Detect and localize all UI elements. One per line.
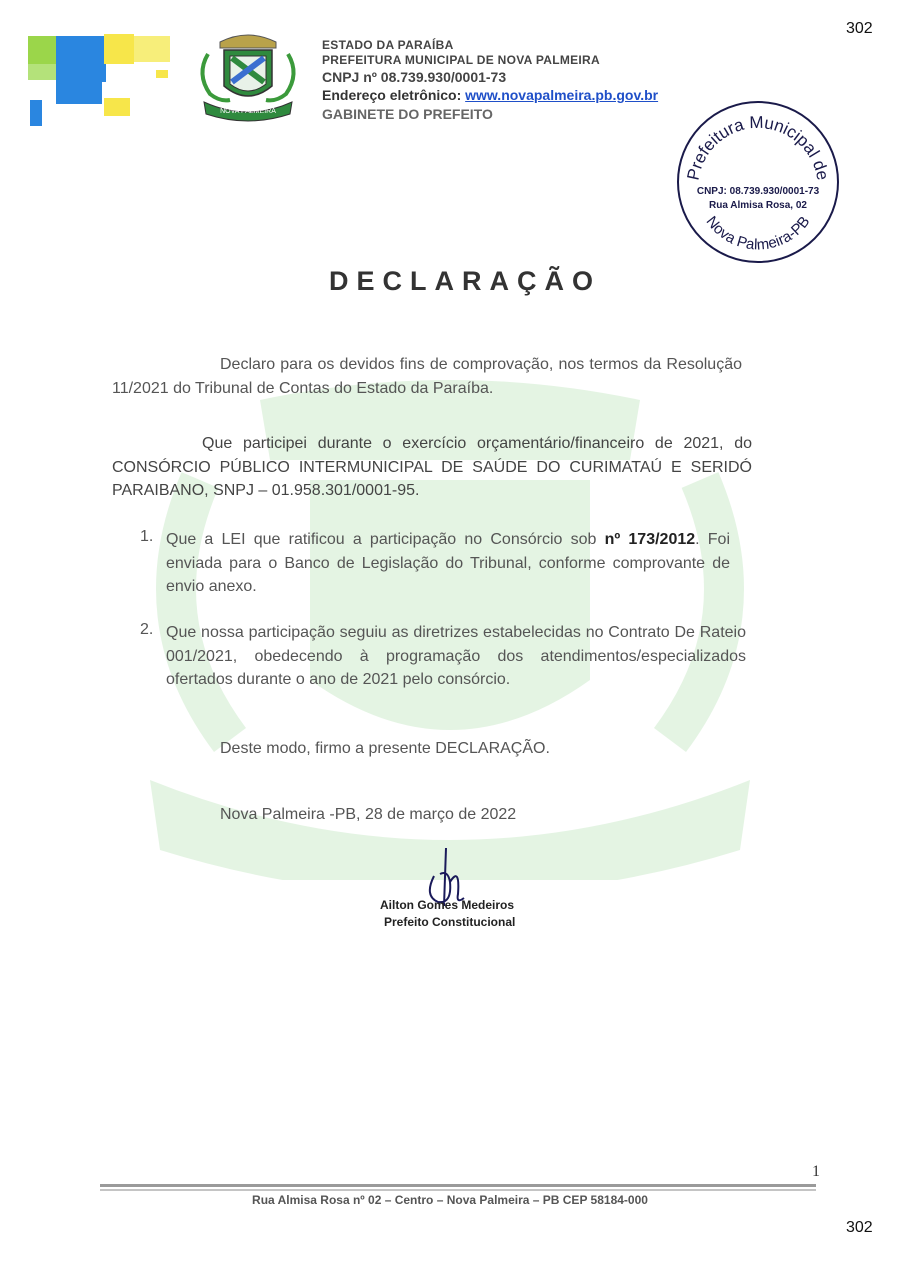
- paragraph-participation: Que participei durante o exercício orçamentário/financeiro de 2021, do CONSÓRCIO PÚBLICO INTERMUNICIPAL DE SAÚDE DO CURIMATAÚ E SERIDÓ PARAIBANO, SNPJ – 01.958.301/0001-95.: [112, 435, 752, 499]
- document-title: DECLARAÇÃO: [329, 266, 601, 296]
- svg-text:Prefeitura Municipal de: Prefeitura Municipal de: [683, 112, 833, 182]
- list-item-1-text-cont: . Foi enviada para o Banco de Legislação do Tribunal, conforme comprovante de envio anexo.: [166, 531, 731, 595]
- paragraph-declaration: Declaro para os devidos fins de comprovação, nos termos da Resolução 11/2021 do Tribunal de Contas do Estado da Paraíba.: [112, 356, 742, 397]
- page-number-bottom: 302: [846, 1219, 873, 1236]
- footer-address: Rua Almisa Rosa nº 02 – Centro – Nova Palmeira – PB CEP 58184-000: [252, 1193, 648, 1207]
- signatory-name: Ailton Gomes Medeiros: [380, 898, 515, 912]
- header-gabinete: GABINETE DO PREFEITO: [322, 106, 493, 122]
- law-number: nº 173/2012: [604, 531, 696, 548]
- header-address-label: Endereço eletrônico:: [322, 87, 466, 103]
- header-state: ESTADO DA PARAÍBA: [322, 38, 454, 52]
- closing-line: Deste modo, firmo a presente DECLARAÇÃO.: [220, 740, 550, 757]
- signatory-role: Prefeito Constitucional: [384, 915, 516, 929]
- list-item-1-text: Que a LEI que ratificou a participação no Consórcio sob: [166, 531, 605, 548]
- header-address: [322, 87, 658, 103]
- list-number-1: 1.: [140, 528, 154, 545]
- svg-text:NOVA PALMEIRA: NOVA PALMEIRA: [220, 108, 276, 115]
- svg-text:Nova Palmeira-PB: Nova Palmeira-PB: [702, 213, 814, 254]
- header-prefeitura: PREFEITURA MUNICIPAL DE NOVA PALMEIRA: [322, 53, 600, 67]
- municipal-crest-icon: [190, 28, 306, 124]
- footer-page-mark: 1: [812, 1163, 820, 1180]
- list-number-2: 2.: [140, 621, 154, 638]
- page-number-top: 302: [846, 20, 873, 37]
- website-link[interactable]: www.novapalmeira.pb.gov.br: [465, 87, 659, 103]
- official-stamp: [672, 96, 844, 268]
- svg-text:CNPJ: 08.739.930/0001-73: CNPJ: 08.739.930/0001-73: [696, 186, 820, 197]
- list-item-1: [166, 528, 730, 599]
- place-date: Nova Palmeira -PB, 28 de março de 2022: [220, 806, 517, 823]
- svg-text:Rua Almisa Rosa, 02: Rua Almisa Rosa, 02: [708, 200, 808, 211]
- footer-rule-top: [100, 1184, 816, 1187]
- header-cnpj: CNPJ nº 08.739.930/0001-73: [322, 69, 507, 85]
- list-item-2: Que nossa participação seguiu as diretrizes estabelecidas no Contrato De Rateio 001/2021, obedecendo à programação dos atendimentos/especializados ofertados durante o ano de 2021 pelo consórcio.: [166, 624, 746, 688]
- footer-rule-bottom: [100, 1189, 816, 1191]
